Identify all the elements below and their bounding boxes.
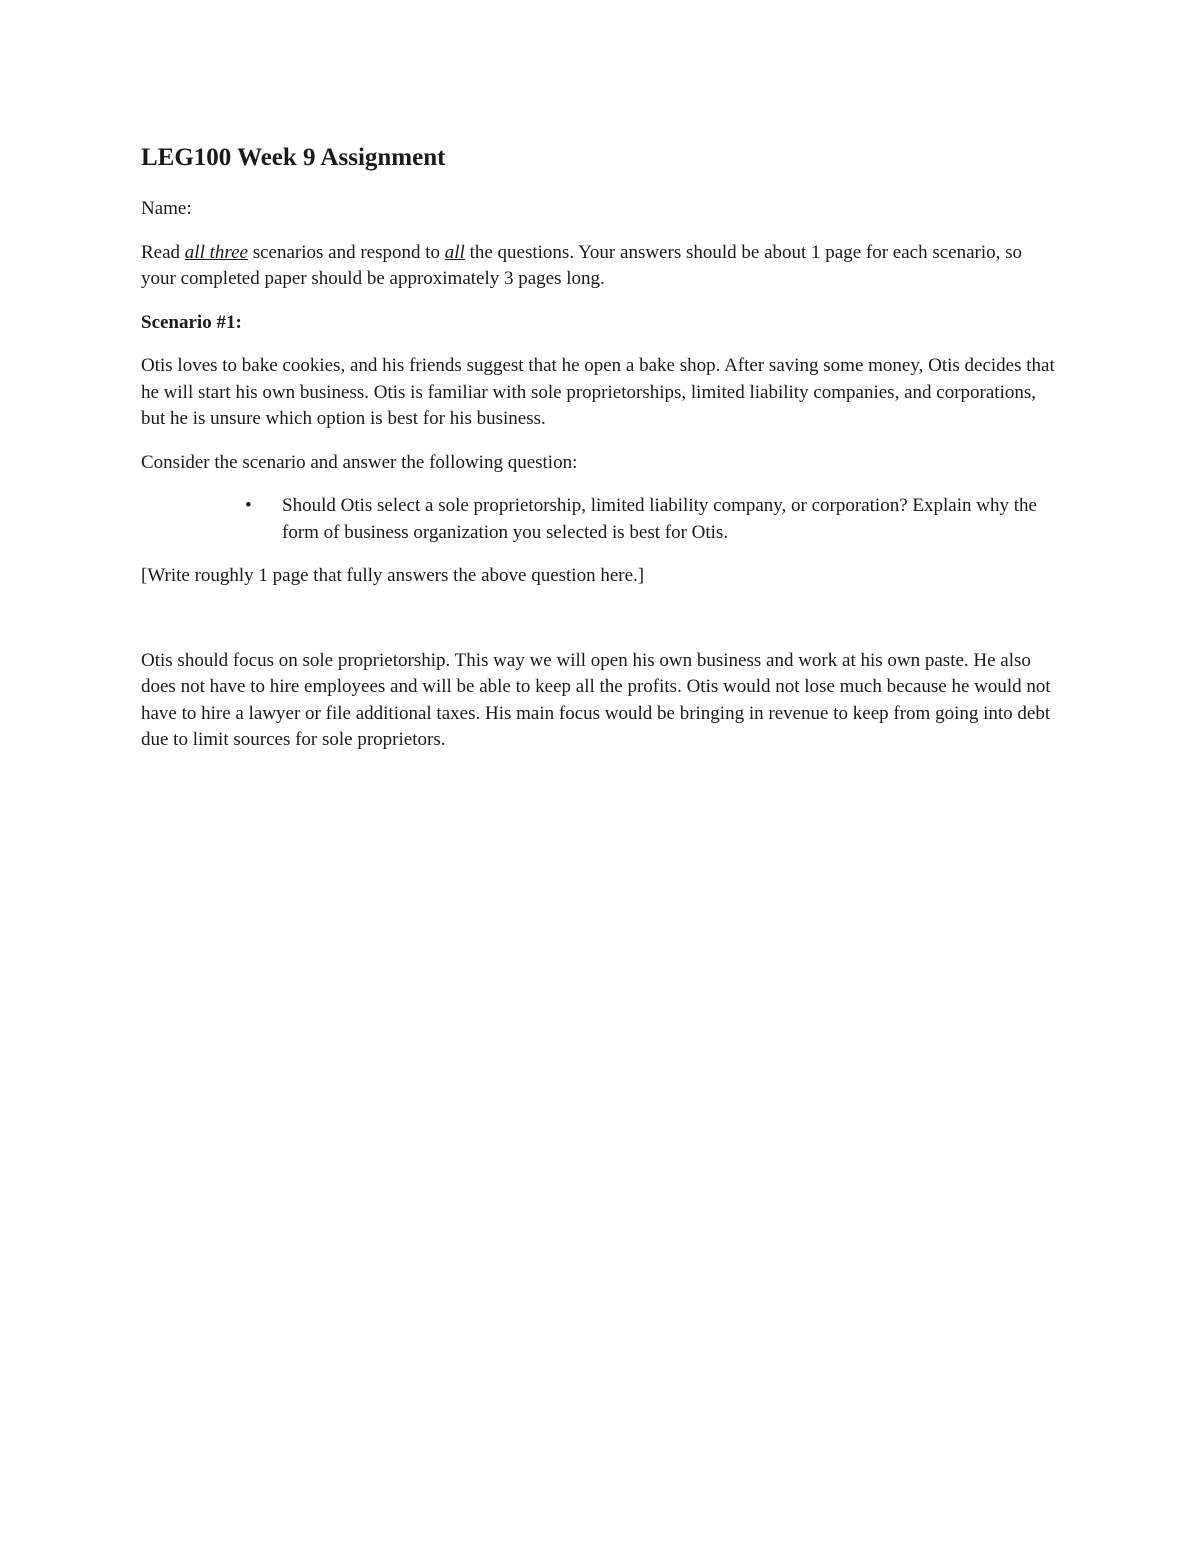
question-text: Should Otis select a sole proprietorship, limited liability company, or corporation? Explain why the form of business organization you selected is best for Otis. [282, 495, 1037, 543]
intro-text-2: scenarios and respond to [247, 241, 445, 263]
list-item [245, 493, 1061, 546]
scenario-paragraph: Otis loves to bake cookies, and his friends suggest that he open a bake shop. After saving some money, Otis decides that he will start his own business. Otis is familiar with sole proprietorships, limited liability companies, and corporations, but he is unsure which option is best for his business. [141, 355, 1055, 429]
intro-text-3: the questions. Your answers should be about 1 page for each scenario, so your completed paper should be approximately 3 pages long. [141, 241, 1023, 289]
intro-emphasis-all: all [444, 241, 465, 263]
intro-emphasis-all-three: all three [184, 241, 248, 263]
document-title: LEG100 Week 9 Assignment [141, 144, 446, 171]
scenario-heading: Scenario #1: [141, 311, 242, 333]
bullet-icon: • [245, 495, 252, 516]
instructions-paragraph [141, 240, 1061, 293]
answer-placeholder-instruction: [Write roughly 1 page that fully answers the above question here.] [141, 565, 645, 586]
intro-text-1: Read [141, 241, 185, 263]
consider-prompt: Consider the scenario and answer the following question: [141, 451, 578, 473]
question-list [141, 493, 1061, 546]
document-content [141, 140, 1061, 754]
answer-paragraph: Otis should focus on sole proprietorship. This way we will open his own business and work at his own paste. He also does not have to hire employees and will be able to keep all the profits. Otis would not lose much because he would not have to hire a lawyer or file additional taxes. His main focus would be bringing in revenue to keep from going into debt due to limit sources for sole proprietors. [141, 649, 1051, 750]
name-label: Name: [141, 198, 192, 219]
